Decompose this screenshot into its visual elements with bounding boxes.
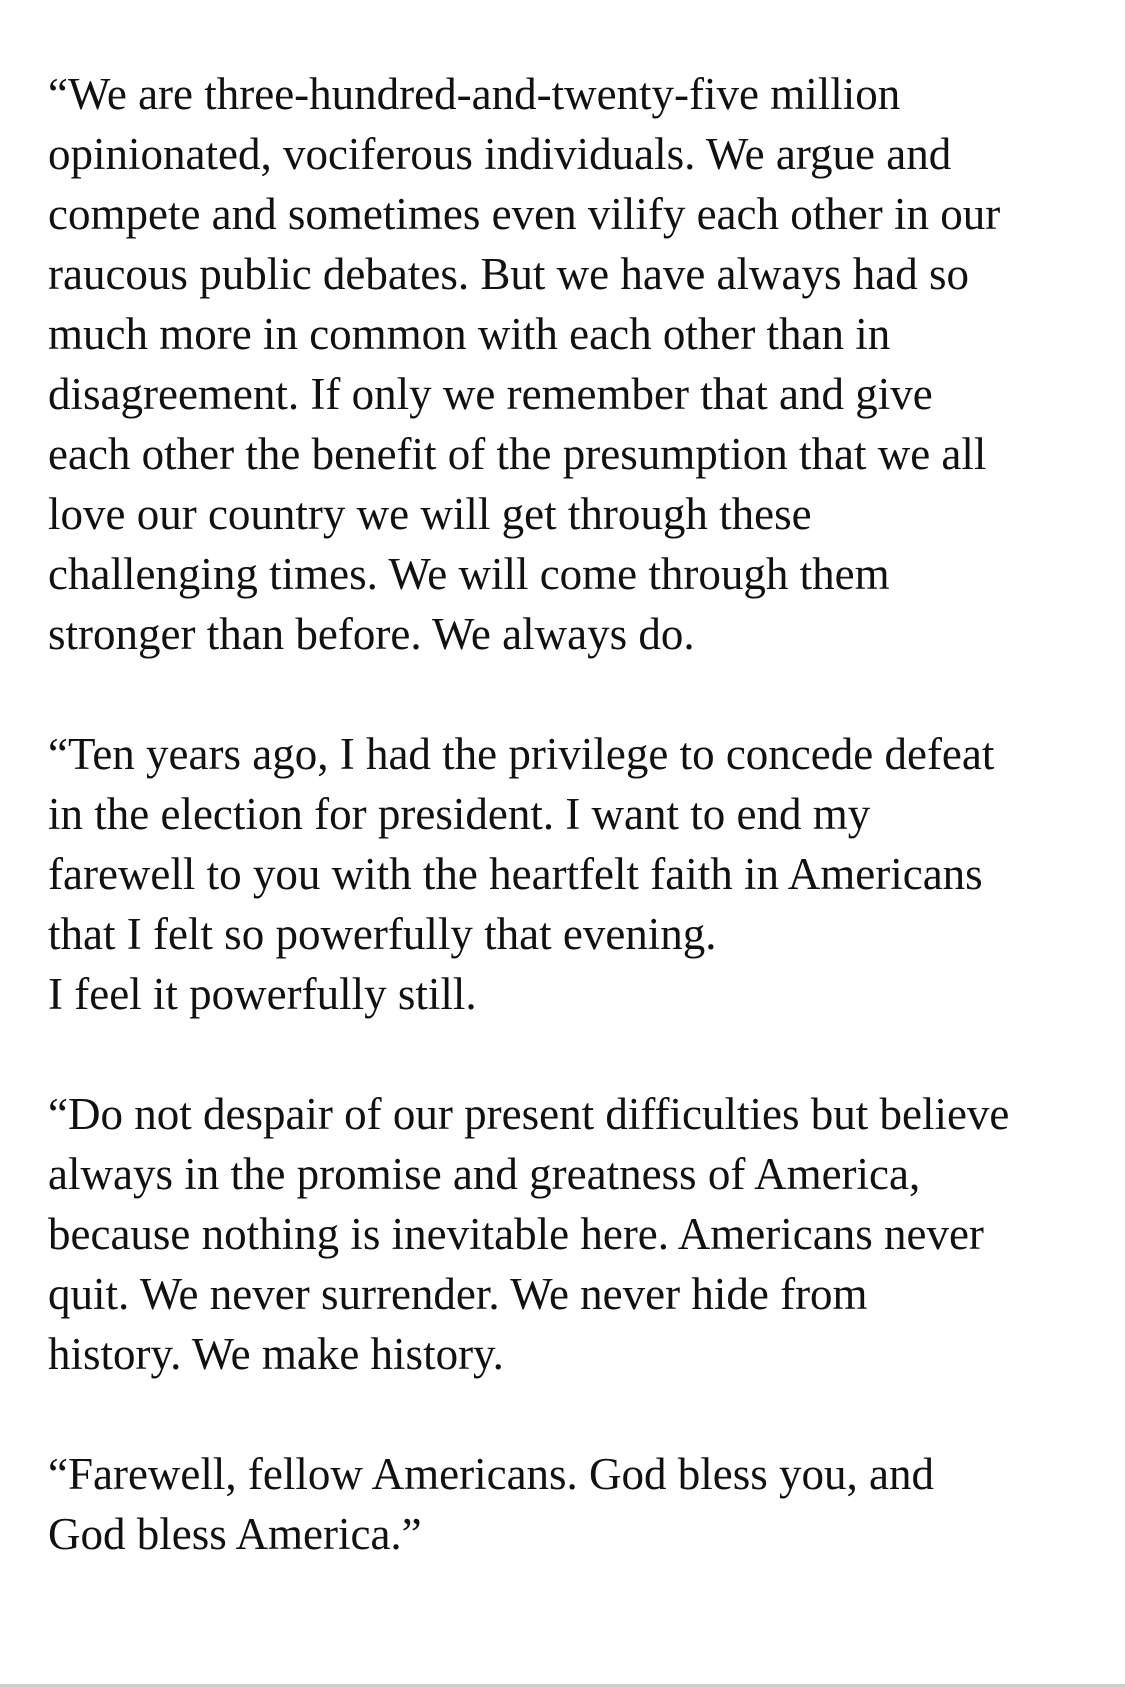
text-line: I feel it powerfully still. [48, 969, 477, 1019]
text-line: much more in common with each other than in [48, 309, 891, 359]
text-line: disagreement. If only we remember that and give [48, 369, 933, 419]
text-line: because nothing is inevitable here. Americans never [48, 1209, 984, 1259]
text-line: “Do not despair of our present difficulties but believe [48, 1089, 1010, 1139]
text-line: “We are three-hundred-and-twenty-five million [48, 69, 901, 119]
text-line: always in the promise and greatness of America, [48, 1149, 921, 1199]
text-line: opinionated, vociferous individuals. We argue and [48, 129, 952, 179]
text-line: raucous public debates. But we have always had so [48, 249, 969, 299]
paragraph-4 [48, 1444, 1088, 1564]
text-line: farewell to you with the heartfelt faith in Americans [48, 849, 983, 899]
paragraph-3 [48, 1084, 1088, 1384]
text-line: love our country we will get through these [48, 489, 812, 539]
text-line: history. We make history. [48, 1329, 504, 1379]
text-line: challenging times. We will come through them [48, 549, 890, 599]
text-line: “Ten years ago, I had the privilege to concede defeat [48, 729, 995, 779]
text-line: compete and sometimes even vilify each other in our [48, 189, 1001, 239]
text-line: stronger than before. We always do. [48, 609, 695, 659]
text-line: quit. We never surrender. We never hide from [48, 1269, 868, 1319]
document-body [48, 64, 1088, 1624]
text-line: in the election for president. I want to end my [48, 789, 871, 839]
text-line: “Farewell, fellow Americans. God bless you, and [48, 1449, 935, 1499]
paragraph-2 [48, 724, 1088, 1024]
text-line: God bless America.” [48, 1509, 422, 1559]
text-line: each other the benefit of the presumption that we all [48, 429, 987, 479]
text-line: that I felt so powerfully that evening. [48, 909, 717, 959]
paragraph-1 [48, 64, 1088, 664]
